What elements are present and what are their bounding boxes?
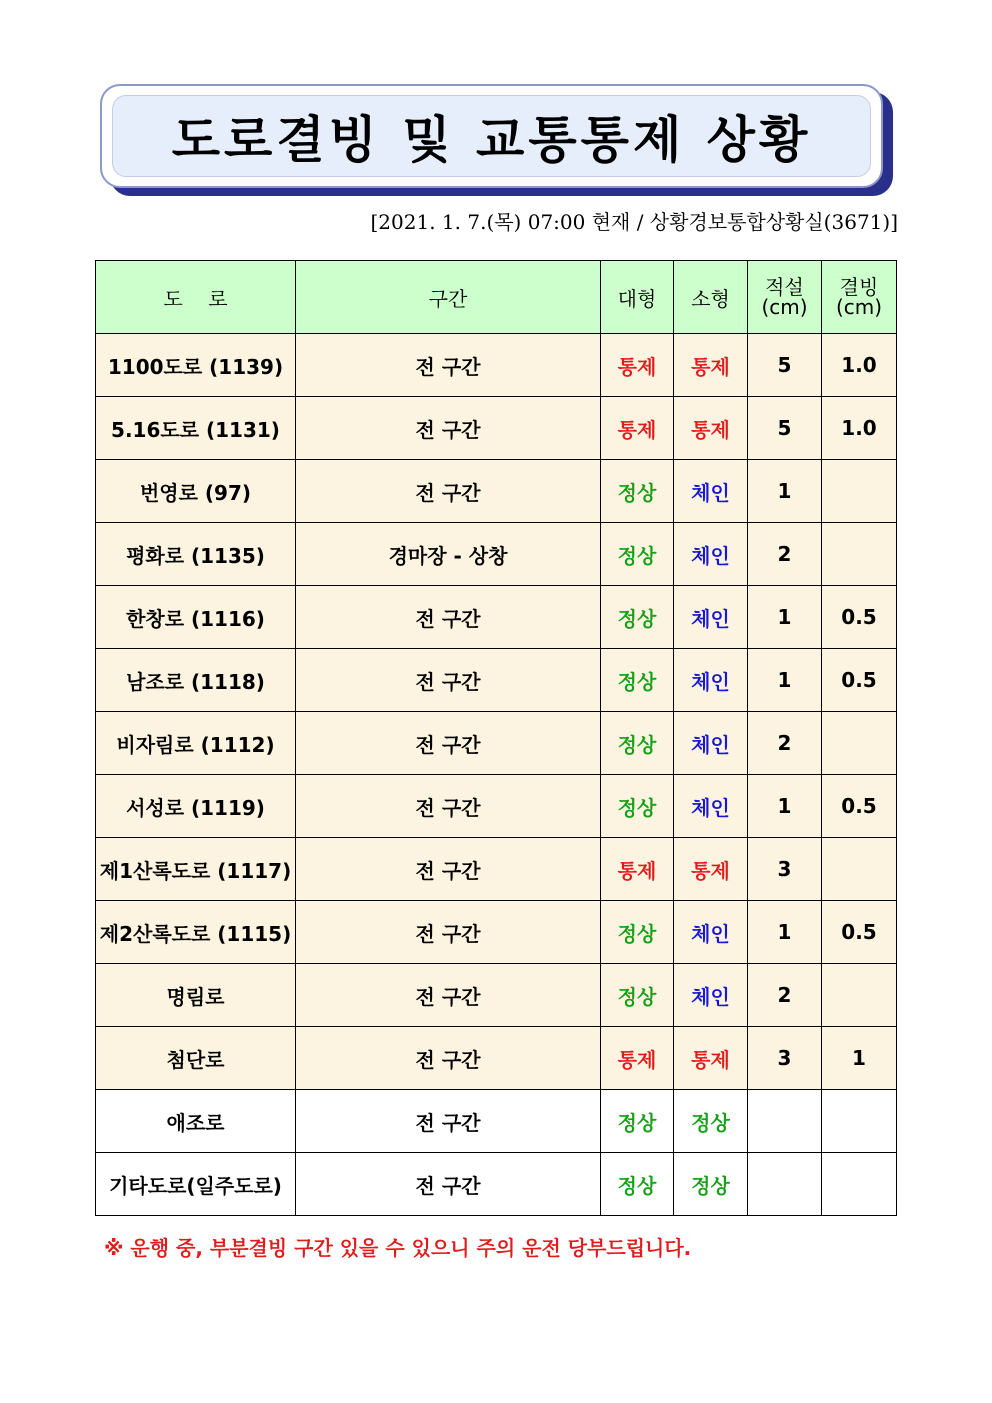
ice-depth-cell: 1 <box>822 1027 897 1090</box>
section-cell: 전 구간 <box>296 1090 601 1153</box>
large-vehicle-status-cell: 정상 <box>601 901 674 964</box>
road-name-cell: 제2산록도로 (1115) <box>96 901 296 964</box>
large-vehicle-status-cell: 정상 <box>601 460 674 523</box>
road-name-cell: 1100도로 (1139) <box>96 334 296 397</box>
snow-depth-cell: 1 <box>748 649 822 712</box>
large-vehicle-status-cell: 정상 <box>601 1090 674 1153</box>
page-title: 도로결빙 및 교통통제 상황 <box>171 111 812 169</box>
small-vehicle-status-cell: 체인 <box>674 586 748 649</box>
snow-depth-cell: 1 <box>748 460 822 523</box>
road-name-cell: 기타도로(일주도로) <box>96 1153 296 1216</box>
snow-depth-cell: 3 <box>748 1027 822 1090</box>
small-vehicle-status-cell: 통제 <box>674 1027 748 1090</box>
ice-depth-cell: 0.5 <box>822 901 897 964</box>
large-vehicle-status-cell: 정상 <box>601 964 674 1027</box>
section-cell: 전 구간 <box>296 649 601 712</box>
small-vehicle-status-cell: 정상 <box>674 1153 748 1216</box>
large-vehicle-status-cell: 정상 <box>601 649 674 712</box>
road-name-cell: 서성로 (1119) <box>96 775 296 838</box>
header-road: 도 로 <box>96 261 296 334</box>
title-banner <box>100 84 883 188</box>
road-name-cell: 번영로 (97) <box>96 460 296 523</box>
road-name-cell: 제1산록도로 (1117) <box>96 838 296 901</box>
header-large-vehicle: 대형 <box>601 261 674 334</box>
road-name-cell: 애조로 <box>96 1090 296 1153</box>
small-vehicle-status-cell: 체인 <box>674 649 748 712</box>
header-snow-label: 적설 <box>765 275 804 299</box>
snow-depth-cell: 3 <box>748 838 822 901</box>
small-vehicle-status-cell: 통제 <box>674 397 748 460</box>
ice-depth-cell <box>822 712 897 775</box>
table-row <box>96 1153 897 1216</box>
section-cell: 전 구간 <box>296 1153 601 1216</box>
section-cell: 전 구간 <box>296 586 601 649</box>
road-name-cell: 평화로 (1135) <box>96 523 296 586</box>
snow-depth-cell: 2 <box>748 523 822 586</box>
small-vehicle-status-cell: 통제 <box>674 334 748 397</box>
section-cell: 전 구간 <box>296 334 601 397</box>
large-vehicle-status-cell: 정상 <box>601 1153 674 1216</box>
header-ice-label: 결빙 <box>839 275 879 299</box>
caution-note: ※ 운행 중, 부분결빙 구간 있을 수 있으니 주의 운전 당부드립니다. <box>104 1236 692 1260</box>
small-vehicle-status-cell: 체인 <box>674 712 748 775</box>
ice-depth-cell: 0.5 <box>822 586 897 649</box>
table-row <box>96 838 897 901</box>
section-cell: 전 구간 <box>296 775 601 838</box>
ice-depth-cell <box>822 1153 897 1216</box>
snow-depth-cell: 2 <box>748 964 822 1027</box>
header-small-vehicle: 소형 <box>674 261 748 334</box>
snow-depth-cell: 1 <box>748 901 822 964</box>
table-row <box>96 649 897 712</box>
large-vehicle-status-cell: 정상 <box>601 712 674 775</box>
table-row <box>96 586 897 649</box>
road-name-cell: 명림로 <box>96 964 296 1027</box>
header-section: 구간 <box>296 261 601 334</box>
table-header-row <box>96 261 897 334</box>
table-row <box>96 460 897 523</box>
table-row <box>96 964 897 1027</box>
road-name-cell: 남조로 (1118) <box>96 649 296 712</box>
section-cell: 경마장 - 상창 <box>296 523 601 586</box>
small-vehicle-status-cell: 체인 <box>674 460 748 523</box>
large-vehicle-status-cell: 통제 <box>601 1027 674 1090</box>
section-cell: 전 구간 <box>296 901 601 964</box>
small-vehicle-status-cell: 체인 <box>674 901 748 964</box>
table-row <box>96 901 897 964</box>
road-name-cell: 한창로 (1116) <box>96 586 296 649</box>
table-row <box>96 712 897 775</box>
title-banner-inner <box>112 95 871 177</box>
snow-depth-cell <box>748 1090 822 1153</box>
large-vehicle-status-cell: 정상 <box>601 523 674 586</box>
header-ice-unit: (cm) <box>835 295 883 319</box>
header-snow-unit: (cm) <box>761 295 808 319</box>
snow-depth-cell: 5 <box>748 334 822 397</box>
road-status-table <box>95 260 897 1216</box>
table-row <box>96 523 897 586</box>
table-row <box>96 397 897 460</box>
header-ice-depth <box>822 261 897 334</box>
section-cell: 전 구간 <box>296 460 601 523</box>
snow-depth-cell: 1 <box>748 775 822 838</box>
ice-depth-cell <box>822 460 897 523</box>
road-name-cell: 비자림로 (1112) <box>96 712 296 775</box>
small-vehicle-status-cell: 체인 <box>674 523 748 586</box>
ice-depth-cell: 0.5 <box>822 649 897 712</box>
snow-depth-cell <box>748 1153 822 1216</box>
table-body <box>96 334 897 1216</box>
section-cell: 전 구간 <box>296 964 601 1027</box>
snow-depth-cell: 1 <box>748 586 822 649</box>
section-cell: 전 구간 <box>296 397 601 460</box>
large-vehicle-status-cell: 정상 <box>601 775 674 838</box>
small-vehicle-status-cell: 통제 <box>674 838 748 901</box>
small-vehicle-status-cell: 정상 <box>674 1090 748 1153</box>
ice-depth-cell: 1.0 <box>822 397 897 460</box>
table-row <box>96 1090 897 1153</box>
snow-depth-cell: 5 <box>748 397 822 460</box>
header-snow-depth <box>748 261 822 334</box>
large-vehicle-status-cell: 통제 <box>601 334 674 397</box>
ice-depth-cell <box>822 523 897 586</box>
table-row <box>96 775 897 838</box>
section-cell: 전 구간 <box>296 1027 601 1090</box>
ice-depth-cell <box>822 838 897 901</box>
ice-depth-cell <box>822 1090 897 1153</box>
ice-depth-cell: 1.0 <box>822 334 897 397</box>
large-vehicle-status-cell: 정상 <box>601 586 674 649</box>
large-vehicle-status-cell: 통제 <box>601 838 674 901</box>
ice-depth-cell <box>822 964 897 1027</box>
report-timestamp: [2021. 1. 7.(목) 07:00 현재 / 상황경보통합상황실(3671)] <box>370 210 898 234</box>
table-row <box>96 1027 897 1090</box>
small-vehicle-status-cell: 체인 <box>674 964 748 1027</box>
small-vehicle-status-cell: 체인 <box>674 775 748 838</box>
road-name-cell: 첨단로 <box>96 1027 296 1090</box>
section-cell: 전 구간 <box>296 838 601 901</box>
ice-depth-cell: 0.5 <box>822 775 897 838</box>
snow-depth-cell: 2 <box>748 712 822 775</box>
large-vehicle-status-cell: 통제 <box>601 397 674 460</box>
table-row <box>96 334 897 397</box>
section-cell: 전 구간 <box>296 712 601 775</box>
road-name-cell: 5.16도로 (1131) <box>96 397 296 460</box>
